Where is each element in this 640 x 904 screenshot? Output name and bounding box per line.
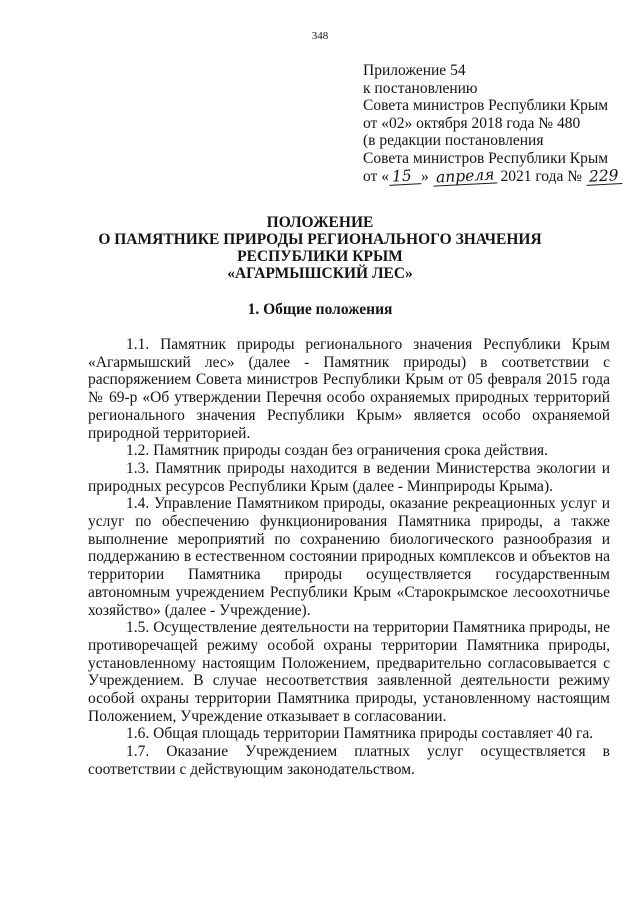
page-number: 348 xyxy=(311,30,329,42)
paragraph-1-2: 1.2. Памятник природы создан без ограничения срока действия. xyxy=(126,442,548,460)
appendix-line: Совета министров Республики Крым xyxy=(363,149,609,167)
appendix-line: Приложение 54 xyxy=(363,62,466,79)
title-line: О ПАМЯТНИКЕ ПРИРОДЫ РЕГИОНАЛЬНОГО ЗНАЧЕНИЯ xyxy=(98,231,542,248)
handwritten-month: апреля xyxy=(432,166,497,187)
paragraph-1-5: 1.5. Осуществление деятельности на территории Памятника природы, не противоречащей режиму особой охраны территории Памятника природы, установленному настоящим Положением, предварительно согласовывается с Учреждением. В случае несоответствия заявленной деятельности режиму особой охраны территории Памятника природы, установленному настоящим Положением, Учреждение отказывает в согласовании. xyxy=(88,619,610,725)
paragraph-1-3: 1.3. Памятник природы находится в ведении Министерства экологии и природных ресурсов Республики Крым (далее - Минприроды Крыма). xyxy=(88,459,610,495)
paragraph-1-1: 1.1. Памятник природы регионального значения Республики Крым «Агармышский лес» (далее - Памятник природы) в соответствии с распоряжением Совета министров Республики Крым от 05 февраля 2015 года № 69-р «Об утверждении Перечня особо охраняемых природных территорий регионального значения Республики Крым» является особо охраняемой природной территорией. xyxy=(88,336,610,442)
appendix-line: Совета министров Республики Крым xyxy=(363,97,609,115)
handwritten-number: 229 xyxy=(585,167,622,186)
amendment-mid: » xyxy=(420,167,433,185)
paragraph-1-4: 1.4. Управление Памятником природы, оказание рекреационных услуг и услуг по обеспечению функционирования Памятника природы, а также выполнение мероприятий по сохранению биологического разнообразия и поддержанию в естественном состоянии природных комплексов и объектов на территории Памятника природы осуществляется государственным автономным учреждением Республики Крым «Старокрымское лесоохотничье хозяйство» (далее - Учреждение). xyxy=(88,495,610,619)
paragraph-1-6: 1.6. Общая площадь территории Памятника природы составляет 40 га. xyxy=(126,725,594,743)
amendment-prefix: от « xyxy=(363,167,389,185)
handwritten-day: 15 xyxy=(389,167,422,186)
appendix-line: от «02» октября 2018 года № 480 xyxy=(363,114,581,132)
title-line: «АГАРМЫШСКИЙ ЛЕС» xyxy=(227,265,413,282)
document-title xyxy=(0,214,640,282)
amendment-year: 2021 года № xyxy=(496,167,586,185)
section-heading: 1. Общие положения xyxy=(247,301,393,318)
title-line: РЕСПУБЛИКИ КРЫМ xyxy=(237,248,403,265)
title-line: ПОЛОЖЕНИЕ xyxy=(266,214,374,231)
paragraph-1-7: 1.7. Оказание Учреждением платных услуг осуществляется в соответствии с действующим законодательством. xyxy=(88,743,610,778)
amendment-line xyxy=(363,165,628,187)
section-body xyxy=(88,336,610,779)
appendix-line: (в редакции постановления xyxy=(363,132,544,150)
appendix-header xyxy=(363,62,628,185)
appendix-line: к постановлению xyxy=(363,79,478,97)
